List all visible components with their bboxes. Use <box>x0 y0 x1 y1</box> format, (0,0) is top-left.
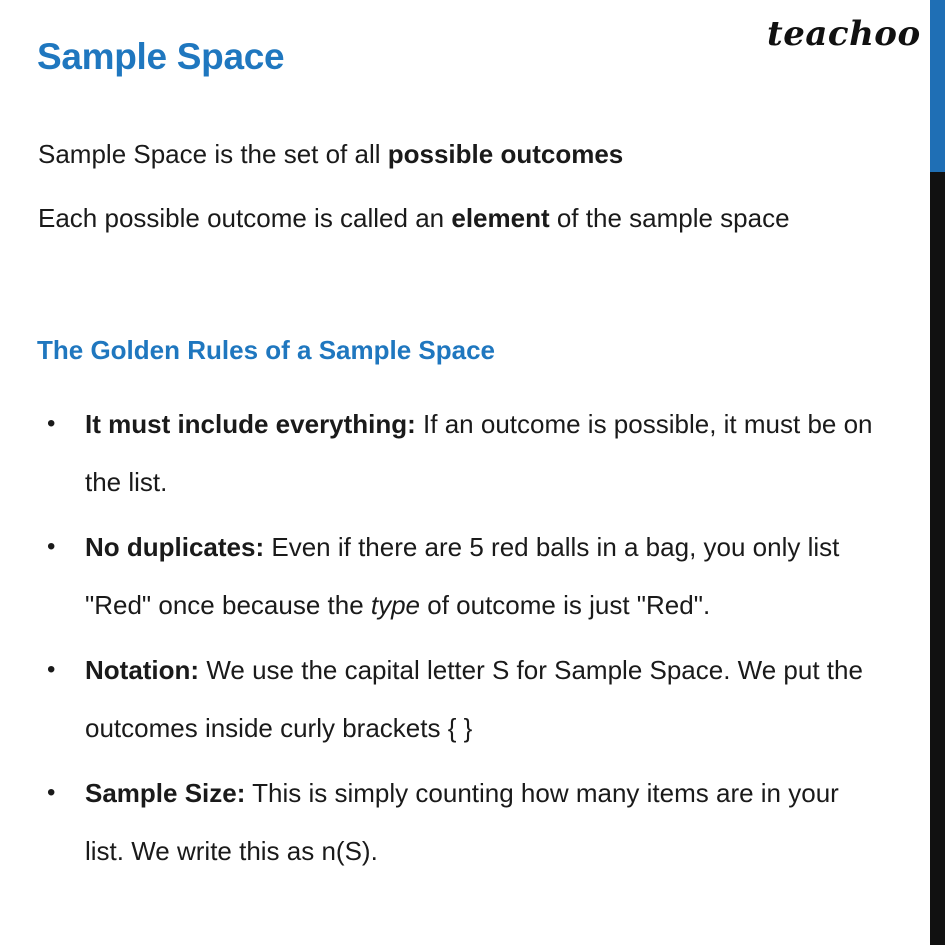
list-item <box>0 764 885 880</box>
teachoo-logo: teachoo <box>767 14 921 54</box>
rule-text: If an outcome is possible, it must be on the list. <box>85 409 873 497</box>
rule-label: Sample Size: <box>85 778 246 808</box>
scrollbar-thumb[interactable] <box>930 0 945 172</box>
rule-text: This is simply counting how many items are in your list. We write this as n(S). <box>85 778 839 866</box>
bullet-icon: • <box>47 533 56 560</box>
element-text-suffix: of the sample space <box>549 203 790 233</box>
element-bold: element <box>451 203 550 233</box>
rules-list <box>0 395 930 887</box>
rules-heading: The Golden Rules of a Sample Space <box>37 335 496 365</box>
list-item <box>0 641 885 757</box>
rule-label: No duplicates: <box>85 532 265 562</box>
bullet-icon: • <box>47 656 56 683</box>
rule-text: We use the capital letter S for Sample Space. We put the outcomes inside curly brackets { } <box>85 655 863 743</box>
page-title: Sample Space <box>37 36 285 77</box>
rule-text: Even if there are 5 red balls in a bag, you only list "Red" once because the <box>85 532 840 620</box>
element-text-prefix: Each possible outcome is called an <box>38 203 452 233</box>
element-line <box>38 203 790 234</box>
bullet-icon: • <box>47 779 56 806</box>
bullet-icon: • <box>47 410 56 437</box>
rule-text: of outcome is just "Red". <box>420 590 711 620</box>
list-item <box>0 395 885 511</box>
list-item <box>0 518 885 634</box>
rule-italic: type <box>370 590 421 620</box>
rule-label: It must include everything: <box>85 409 416 439</box>
rule-label: Notation: <box>85 655 200 685</box>
definition-text: Sample Space is the set of all <box>38 139 388 169</box>
definition-line <box>38 139 623 170</box>
definition-bold: possible outcomes <box>387 139 624 169</box>
scrollbar-track[interactable] <box>930 0 945 945</box>
